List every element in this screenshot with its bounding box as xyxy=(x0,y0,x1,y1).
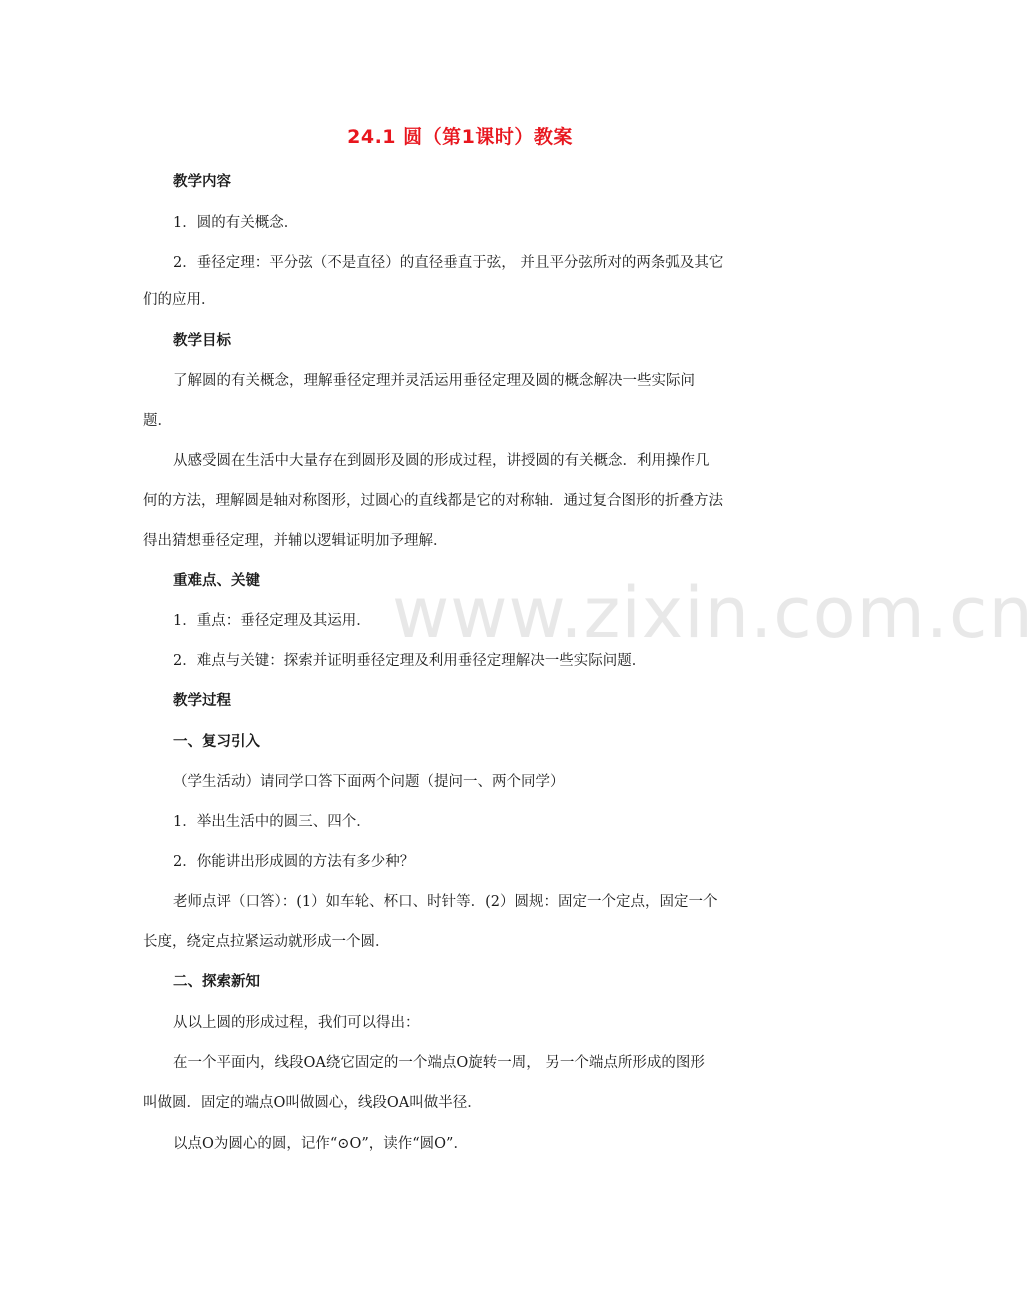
explore-paragraph-1: 从以上圆的形成过程，我们可以得出： xyxy=(173,1015,420,1031)
explore-paragraph-2-line-2: 叫做圆．固定的端点O叫做圆心，线段OA叫做半径． xyxy=(143,1095,482,1111)
explore-paragraph-3: 以点O为圆心的圆，记作“⊙O”，读作“圆O”． xyxy=(173,1136,468,1152)
goal-paragraph-1-line-1: 了解圆的有关概念，理解垂径定理并灵活运用垂径定理及圆的概念解决一些实际问 xyxy=(173,373,695,389)
review-question-1: 1．举出生活中的圆三、四个． xyxy=(173,814,371,830)
goal-paragraph-2-line-1: 从感受圆在生活中大量存在到圆形及圆的形成过程，讲授圆的有关概念．利用操作几 xyxy=(173,453,710,469)
goal-paragraph-1-line-2: 题． xyxy=(143,413,172,429)
document-title: 24.1 圆（第1课时）教案 xyxy=(347,126,573,148)
explore-paragraph-2-line-1: 在一个平面内，线段OA绕它固定的一个端点O旋转一周， 另一个端点所形成的图形 xyxy=(173,1055,705,1071)
heading-teaching-goals: 教学目标 xyxy=(173,333,231,349)
key-point-1: 1．重点：垂径定理及其运用． xyxy=(173,613,371,629)
heading-explore: 二、探索新知 xyxy=(173,974,260,990)
watermark: www.zixin.com.cn xyxy=(392,572,1034,654)
review-comment-line-1: 老师点评（口答）：(1）如车轮、杯口、时针等．(2）圆规：固定一个定点，固定一个 xyxy=(173,894,718,910)
heading-teaching-process: 教学过程 xyxy=(173,693,231,709)
content-item-2-line-2: 们的应用． xyxy=(143,292,216,308)
content-item-1: 1．圆的有关概念． xyxy=(173,215,299,231)
heading-review: 一、复习引入 xyxy=(173,734,260,750)
heading-key-points: 重难点、关键 xyxy=(173,573,260,589)
review-comment-line-2: 长度，绕定点拉紧运动就形成一个圆． xyxy=(143,934,390,950)
goal-paragraph-2-line-3: 得出猜想垂径定理，并辅以逻辑证明加予理解． xyxy=(143,533,448,549)
review-question-2: 2．你能讲出形成圆的方法有多少种？ xyxy=(173,854,415,870)
content-item-2-line-1: 2．垂径定理：平分弦（不是直径）的直径垂直于弦， 并且平分弦所对的两条弧及其它 xyxy=(173,255,724,271)
heading-teaching-content: 教学内容 xyxy=(173,174,231,190)
review-intro: （学生活动）请同学口答下面两个问题（提问一、两个同学） xyxy=(173,774,565,790)
goal-paragraph-2-line-2: 何的方法，理解圆是轴对称图形，过圆心的直线都是它的对称轴．通过复合图形的折叠方法 xyxy=(143,493,723,509)
key-point-2: 2．难点与关键：探索并证明垂径定理及利用垂径定理解决一些实际问题． xyxy=(173,653,647,669)
